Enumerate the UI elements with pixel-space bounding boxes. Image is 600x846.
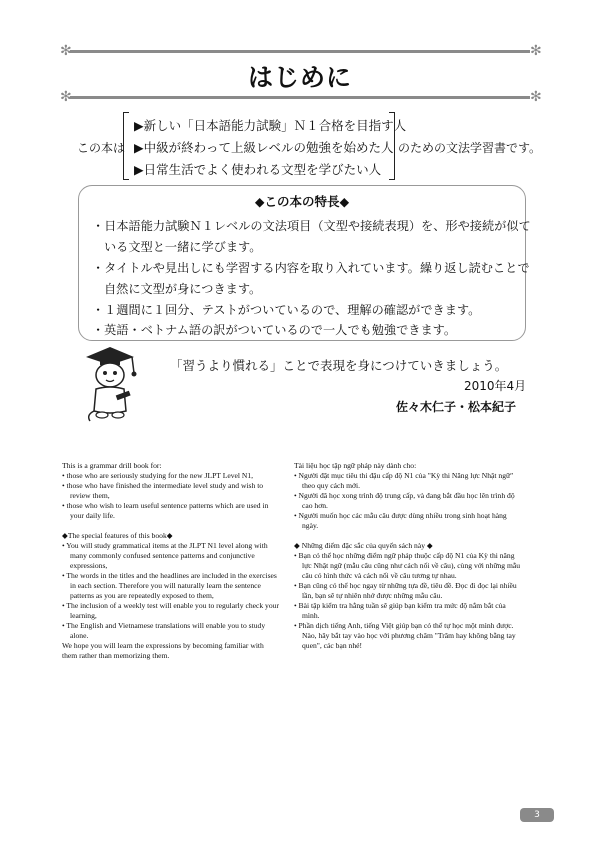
intro-lead: この本は <box>77 141 126 155</box>
english-column <box>62 461 280 661</box>
list-item: • those who are seriously studying for the new JLPT Level N1, <box>62 471 254 480</box>
list-item: • The words in the titles and the headlines are included in the exercises in each section. Therefore you will naturally learn the sentence patterns as you are repeatedly exposed to them, <box>62 571 277 600</box>
vietnamese-intro: Tài liệu học tập ngữ pháp này dành cho: <box>294 461 417 470</box>
list-item: • Người đặt mục tiêu thi đậu cấp độ N1 của "Kỳ thi Năng lực Nhật ngữ" theo quy cách mới. <box>294 471 514 490</box>
list-item: • The English and Vietnamese translations will enable you to study alone. <box>62 621 266 640</box>
list-item: • Bạn cũng có thể học ngay từ những tựa đề, tiêu đề. Đọc đi đọc lại nhiều lần, bạn sẽ tự nhiên nhớ được những mẫu câu. <box>294 581 517 600</box>
feature-line: 自然に文型が身につきます。 <box>104 282 262 296</box>
list-item: • those who have finished the intermediate level study and wish to review them, <box>62 481 264 500</box>
english-intro: This is a grammar drill book for: <box>62 461 162 470</box>
intro-tail: のための文法学習書です。 <box>398 141 542 155</box>
list-item: • those who wish to learn useful sentence patterns which are used in your daily life. <box>62 501 269 520</box>
bracket-left <box>123 112 129 180</box>
page-number: 3 <box>520 808 554 822</box>
feature-line: ・英語・ベトナム語の訳がついているので一人でも勉強できます。 <box>92 323 457 337</box>
authors: 佐々木仁子・松本紀子 <box>396 400 517 414</box>
features-title: ◆この本の特長◆ <box>254 194 350 209</box>
top-rule-lower <box>70 96 530 99</box>
vietnamese-column <box>294 461 524 651</box>
english-closing: We hope you will learn the expressions by becoming familiar with them rather than memorizing them. <box>62 641 264 660</box>
list-item: • Phần dịch tiếng Anh, tiếng Việt giúp bạn có thể tự học một mình được. <box>294 621 514 630</box>
page-title: はじめに <box>247 63 352 92</box>
date: 2010年4月 <box>464 379 527 393</box>
list-item: • You will study grammatical items at the JLPT N1 level along with many commonly confused sentence patterns and conjunctive expressions, <box>62 541 268 570</box>
star-icon: ✻ <box>60 43 72 59</box>
list-item: • The inclusion of a weekly test will enable you to regularly check your learning, <box>62 601 279 620</box>
list-item: • Người đã học xong trình độ trung cấp, và đang bắt đầu học lên trình độ cao hơn. <box>294 491 515 510</box>
list-item: • Bạn có thể học những điểm ngữ pháp thuộc cấp độ N1 của Kỳ thi năng lực Nhật ngữ (mẫu câu cũng như cách nối về câu), cùng với những mẫu câu có hình thức và cách nối về câu tương tự nhau. <box>294 551 521 580</box>
list-item: • Người muốn học các mẫu câu được dùng nhiều trong sinh hoạt hàng ngày. <box>294 511 507 530</box>
feature-line: ・１週間に１回分、テストがついているので、理解の確認ができます。 <box>92 303 481 317</box>
list-item: • Bài tập kiểm tra hằng tuần sẽ giúp bạn kiểm tra mức độ nắm bắt của mình. <box>294 601 506 620</box>
intro-item: ▶中級が終わって上級レベルの勉強を始めた人 <box>134 140 394 155</box>
star-icon: ✻ <box>530 89 542 105</box>
vietnamese-closing: Nào, hãy bắt tay vào học với phương châm "Trăm hay không bằng tay quen", các bạn nhé! <box>302 631 516 650</box>
feature-line: ・日本語能力試験Ｎ１レベルの文法項目（文型や接続表現）を、形や接続が似て <box>92 219 531 233</box>
star-icon: ✻ <box>530 43 542 59</box>
feature-line: いる文型と一緒に学びます。 <box>104 240 262 254</box>
vietnamese-features-title: ◆ Những điểm đặc sắc của quyển sách này ◆ <box>294 541 433 550</box>
intro-item: ▶新しい「日本語能力試験」Ｎ１合格を目指す人 <box>134 118 407 133</box>
feature-line: ・タイトルや見出しにも学習する内容を取り入れています。繰り返し読むことで <box>92 261 530 275</box>
graduate-cat-icon <box>80 345 142 423</box>
top-rule-upper <box>70 50 530 53</box>
intro-item: ▶日常生活でよく使われる文型を学びたい人 <box>134 162 382 177</box>
star-icon: ✻ <box>60 89 72 105</box>
motto: 「習うより慣れる」ことで表現を身につけていきましょう。 <box>170 358 508 373</box>
english-features-title: ◆The special features of this book◆ <box>62 531 173 540</box>
bracket-right <box>389 112 395 180</box>
